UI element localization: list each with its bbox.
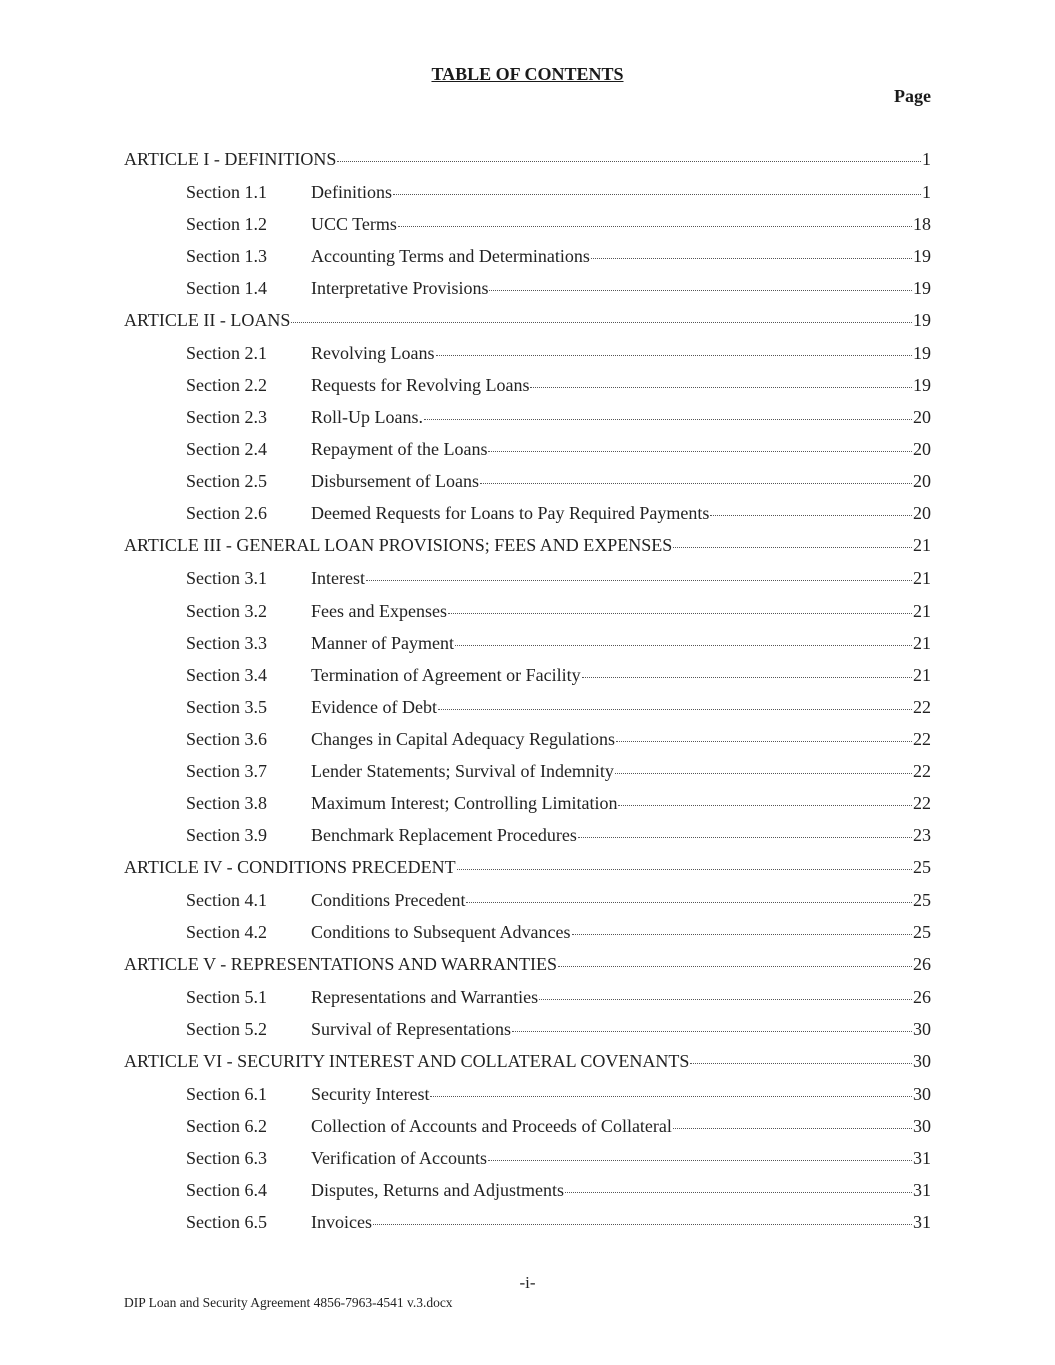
section-number: Section 5.2 bbox=[186, 1019, 267, 1040]
toc-section-entry[interactable] bbox=[124, 887, 931, 919]
entry-title: Definitions bbox=[311, 182, 392, 202]
entry-title: Representations and Warranties bbox=[311, 986, 539, 1007]
entry-page-number: 19 bbox=[913, 246, 931, 267]
toc-article-entry[interactable] bbox=[124, 854, 931, 885]
dot-leader bbox=[615, 773, 912, 774]
entry-page-number: 20 bbox=[913, 439, 931, 460]
entry-page-number: 21 bbox=[913, 664, 931, 685]
entry-title: Changes in Capital Adequacy Regulations bbox=[311, 728, 615, 749]
section-number: Section 2.3 bbox=[186, 407, 267, 428]
section-number: Section 3.4 bbox=[186, 664, 267, 685]
toc-section-entry[interactable] bbox=[124, 694, 931, 726]
entry-page-number: 25 bbox=[913, 921, 931, 942]
entry-page-number: 18 bbox=[913, 214, 931, 235]
entry-page-number: 22 bbox=[913, 760, 931, 781]
dot-leader bbox=[480, 483, 912, 484]
toc-heading: TABLE OF CONTENTS bbox=[431, 64, 624, 84]
entry-title: Interest bbox=[311, 568, 365, 589]
dot-leader bbox=[424, 419, 912, 420]
entry-page-number: 22 bbox=[913, 792, 931, 813]
entry-page-number: 30 bbox=[913, 1019, 931, 1040]
entry-title: Revolving Loans bbox=[311, 343, 435, 364]
dot-leader bbox=[373, 1224, 912, 1225]
section-number: Section 4.1 bbox=[186, 889, 267, 910]
dot-leader bbox=[438, 709, 912, 710]
section-number: Section 6.5 bbox=[186, 1212, 267, 1233]
entry-page-number: 21 bbox=[913, 568, 931, 589]
entry-title: Maximum Interest; Controlling Limitation bbox=[311, 792, 618, 813]
dot-leader bbox=[539, 999, 912, 1000]
entry-page-number: 19 bbox=[913, 310, 931, 331]
dot-leader bbox=[618, 805, 912, 806]
entry-page-number: 30 bbox=[913, 1084, 931, 1105]
entry-title: Conditions to Subsequent Advances bbox=[311, 921, 571, 942]
toc-section-entry[interactable] bbox=[124, 919, 931, 951]
entry-page-number: 21 bbox=[913, 535, 931, 556]
toc-section-entry[interactable] bbox=[124, 598, 931, 630]
section-number: Section 6.3 bbox=[186, 1148, 267, 1169]
entry-title: Disputes, Returns and Adjustments bbox=[311, 1180, 564, 1201]
entry-title: Deemed Requests for Loans to Pay Required Payments bbox=[311, 503, 710, 524]
dot-leader bbox=[457, 869, 912, 870]
section-number: Section 5.1 bbox=[186, 986, 267, 1007]
toc-section-entry[interactable] bbox=[124, 662, 931, 694]
section-number: Section 3.3 bbox=[186, 632, 267, 653]
dot-leader bbox=[448, 613, 912, 614]
entry-title: Invoices bbox=[311, 1212, 372, 1233]
dot-leader bbox=[489, 290, 912, 291]
toc-section-entry[interactable] bbox=[124, 340, 931, 372]
section-number: Section 3.6 bbox=[186, 728, 267, 749]
toc-section-entry[interactable] bbox=[124, 468, 931, 500]
dot-leader bbox=[710, 515, 912, 516]
entry-title: Evidence of Debt bbox=[311, 696, 437, 717]
toc-section-entry[interactable] bbox=[124, 565, 931, 597]
dot-leader bbox=[455, 645, 912, 646]
toc-article-entry[interactable] bbox=[124, 307, 931, 338]
toc-article-entry[interactable] bbox=[124, 146, 931, 177]
entry-page-number: 23 bbox=[913, 824, 931, 845]
entry-title: Fees and Expenses bbox=[311, 600, 447, 621]
toc-section-entry[interactable] bbox=[124, 404, 931, 436]
toc-section-entry[interactable] bbox=[124, 822, 931, 854]
dot-leader bbox=[393, 194, 921, 195]
entry-title: Requests for Revolving Loans bbox=[311, 375, 530, 396]
toc-section-entry[interactable] bbox=[124, 630, 931, 662]
section-number: Section 3.7 bbox=[186, 760, 267, 781]
table-of-contents bbox=[124, 146, 931, 1241]
section-number: Section 6.4 bbox=[186, 1180, 267, 1201]
dot-leader bbox=[673, 547, 912, 548]
toc-section-entry[interactable] bbox=[124, 758, 931, 790]
dot-leader bbox=[366, 580, 912, 581]
section-number: Section 1.2 bbox=[186, 214, 267, 235]
entry-title: Termination of Agreement or Facility bbox=[311, 664, 581, 685]
dot-leader bbox=[572, 934, 913, 935]
section-number: Section 6.2 bbox=[186, 1116, 267, 1137]
entry-page-number: 30 bbox=[913, 1051, 931, 1072]
toc-section-entry[interactable] bbox=[124, 243, 931, 275]
section-number: Section 3.8 bbox=[186, 792, 267, 813]
dot-leader bbox=[673, 1128, 912, 1129]
entry-title: Disbursement of Loans bbox=[311, 471, 479, 492]
dot-leader bbox=[512, 1031, 912, 1032]
section-number: Section 2.6 bbox=[186, 503, 267, 524]
entry-page-number: 19 bbox=[913, 375, 931, 396]
entry-page-number: 19 bbox=[913, 278, 931, 299]
entry-page-number: 26 bbox=[913, 986, 931, 1007]
entry-title: Lender Statements; Survival of Indemnity bbox=[311, 760, 614, 781]
section-number: Section 2.1 bbox=[186, 343, 267, 364]
entry-page-number: 22 bbox=[913, 728, 931, 749]
dot-leader bbox=[690, 1063, 912, 1064]
entry-title: Manner of Payment bbox=[311, 632, 454, 653]
dot-leader bbox=[436, 355, 913, 356]
entry-title: Benchmark Replacement Procedures bbox=[311, 824, 577, 845]
section-number: Section 1.3 bbox=[186, 246, 267, 267]
section-number: Section 4.2 bbox=[186, 921, 267, 942]
section-number: Section 6.1 bbox=[186, 1084, 267, 1105]
entry-page-number: 1 bbox=[922, 149, 931, 169]
toc-article-entry[interactable] bbox=[124, 532, 931, 563]
section-number: Section 2.2 bbox=[186, 375, 267, 396]
toc-section-entry[interactable] bbox=[124, 1016, 931, 1048]
entry-title: ARTICLE VI - SECURITY INTEREST AND COLLATERAL COVENANTS bbox=[124, 1051, 690, 1072]
dot-leader bbox=[530, 387, 912, 388]
dot-leader bbox=[565, 1192, 912, 1193]
entry-page-number: 19 bbox=[913, 343, 931, 364]
entry-title: Interpretative Provisions bbox=[311, 278, 489, 299]
entry-page-number: 25 bbox=[913, 856, 931, 877]
dot-leader bbox=[488, 1160, 912, 1161]
dot-leader bbox=[578, 837, 912, 838]
entry-title: Collection of Accounts and Proceeds of Collateral bbox=[311, 1116, 672, 1137]
entry-page-number: 31 bbox=[913, 1212, 931, 1233]
section-number: Section 3.2 bbox=[186, 600, 267, 621]
entry-page-number: 26 bbox=[913, 953, 931, 974]
dot-leader bbox=[291, 322, 912, 323]
entry-title: UCC Terms bbox=[311, 214, 397, 235]
entry-page-number: 25 bbox=[913, 889, 931, 910]
dot-leader bbox=[591, 258, 912, 259]
entry-title: ARTICLE II - LOANS bbox=[124, 310, 291, 331]
toc-section-entry[interactable] bbox=[124, 179, 931, 211]
toc-section-entry[interactable] bbox=[124, 1209, 931, 1241]
entry-title: Repayment of the Loans bbox=[311, 439, 488, 460]
toc-section-entry[interactable] bbox=[124, 436, 931, 468]
section-number: Section 3.1 bbox=[186, 568, 267, 589]
section-number: Section 1.1 bbox=[186, 182, 267, 202]
entry-title: ARTICLE V - REPRESENTATIONS AND WARRANTIES bbox=[124, 953, 558, 974]
entry-page-number: 20 bbox=[913, 407, 931, 428]
entry-title: Conditions Precedent bbox=[311, 889, 466, 910]
dot-leader bbox=[616, 741, 912, 742]
page-column-label: Page bbox=[894, 86, 931, 106]
dot-leader bbox=[582, 677, 912, 678]
section-number: Section 1.4 bbox=[186, 278, 267, 299]
section-number: Section 3.9 bbox=[186, 824, 267, 845]
entry-page-number: 30 bbox=[913, 1116, 931, 1137]
toc-article-entry[interactable] bbox=[124, 1048, 931, 1079]
entry-title: Verification of Accounts bbox=[311, 1148, 487, 1169]
toc-article-entry[interactable] bbox=[124, 951, 931, 982]
toc-section-entry[interactable] bbox=[124, 500, 931, 532]
toc-section-entry[interactable] bbox=[124, 1113, 931, 1145]
dot-leader bbox=[398, 226, 912, 227]
entry-page-number: 31 bbox=[913, 1148, 931, 1169]
section-number: Section 2.5 bbox=[186, 471, 267, 492]
entry-title: ARTICLE IV - CONDITIONS PRECEDENT bbox=[124, 856, 456, 877]
entry-title: Security Interest bbox=[311, 1084, 430, 1105]
entry-page-number: 21 bbox=[913, 632, 931, 653]
dot-leader bbox=[430, 1096, 912, 1097]
dot-leader bbox=[488, 451, 912, 452]
toc-section-entry[interactable] bbox=[124, 984, 931, 1016]
entry-title: Survival of Representations bbox=[311, 1019, 511, 1040]
entry-title: ARTICLE I - DEFINITIONS bbox=[124, 149, 337, 169]
page-number: -i- bbox=[519, 1273, 536, 1292]
entry-page-number: 21 bbox=[913, 600, 931, 621]
entry-title: Roll-Up Loans. bbox=[311, 407, 423, 428]
dot-leader bbox=[337, 161, 921, 162]
dot-leader bbox=[558, 966, 912, 967]
toc-section-entry[interactable] bbox=[124, 726, 931, 758]
entry-page-number: 31 bbox=[913, 1180, 931, 1201]
toc-section-entry[interactable] bbox=[124, 211, 931, 243]
section-number: Section 2.4 bbox=[186, 439, 267, 460]
entry-page-number: 20 bbox=[913, 503, 931, 524]
toc-section-entry[interactable] bbox=[124, 1081, 931, 1113]
entry-title: Accounting Terms and Determinations bbox=[311, 246, 590, 267]
document-footer: DIP Loan and Security Agreement 4856-7963-4541 v.3.docx bbox=[124, 1295, 453, 1310]
entry-page-number: 22 bbox=[913, 696, 931, 717]
toc-section-entry[interactable] bbox=[124, 1177, 931, 1209]
entry-title: ARTICLE III - GENERAL LOAN PROVISIONS; FEES AND EXPENSES bbox=[124, 535, 673, 556]
toc-section-entry[interactable] bbox=[124, 275, 931, 307]
toc-section-entry[interactable] bbox=[124, 372, 931, 404]
entry-page-number: 20 bbox=[913, 471, 931, 492]
toc-section-entry[interactable] bbox=[124, 1145, 931, 1177]
dot-leader bbox=[466, 902, 912, 903]
entry-page-number: 1 bbox=[922, 182, 931, 202]
toc-section-entry[interactable] bbox=[124, 790, 931, 822]
section-number: Section 3.5 bbox=[186, 696, 267, 717]
